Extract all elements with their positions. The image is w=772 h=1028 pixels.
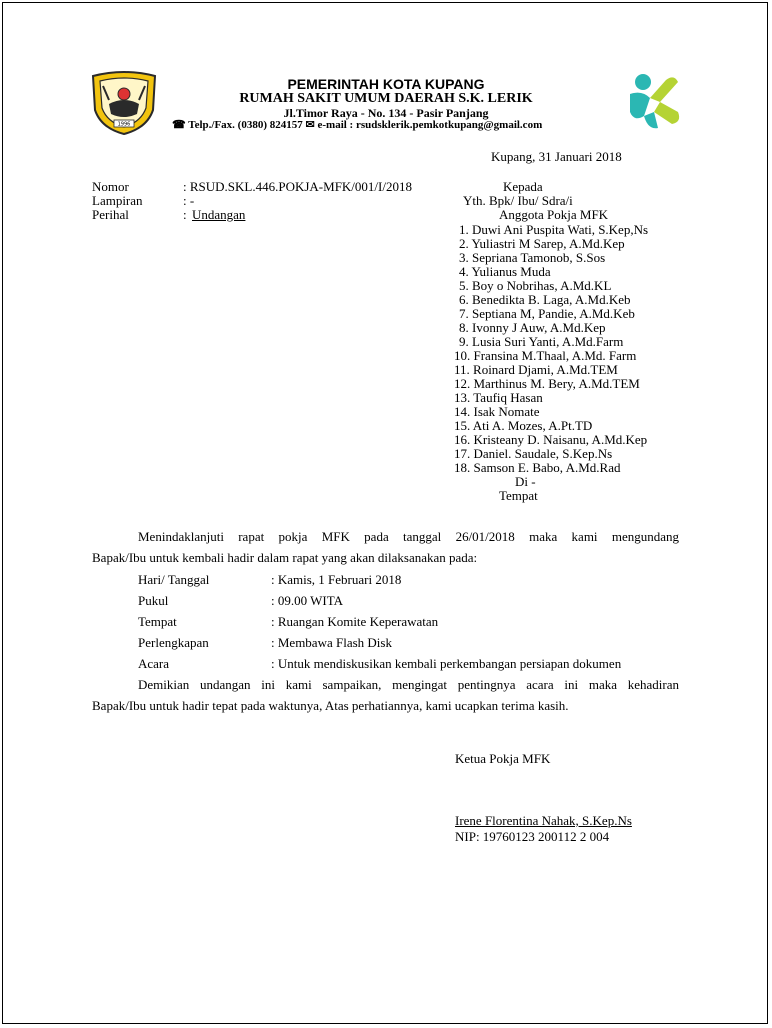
body-paragraph-1-line-2: Bapak/Ibu untuk kembali hadir dalam rapat yang akan dilaksanakan pada: xyxy=(92,550,478,565)
member-list-item: 14. Isak Nomate xyxy=(454,404,540,419)
member-list-item: 17. Daniel. Saudale, S.Kep.Ns xyxy=(454,446,613,461)
detail-label-equipment: Perlengkapan xyxy=(138,635,209,650)
member-list-item: 8. Ivonny J Auw, A.Md.Kep xyxy=(459,320,606,335)
member-list-item: 13. Taufiq Hasan xyxy=(454,390,543,405)
letter-date: Kupang, 31 Januari 2018 xyxy=(491,149,622,164)
detail-value-time: : 09.00 WITA xyxy=(271,593,344,608)
member-list-item: 6. Benedikta B. Laga, A.Md.Keb xyxy=(459,292,631,307)
letterhead-address: Jl.Timor Raya - No. 134 - Pasir Panjang xyxy=(283,106,489,120)
body-paragraph-2-line-1: Demikian undangan ini kami sampaikan, mengingat pentingnya acara ini maka kehadiran xyxy=(138,677,679,692)
member-list-item: 7. Septiana M, Pandie, A.Md.Keb xyxy=(459,306,635,321)
signature-name: Irene Florentina Nahak, S.Kep.Ns xyxy=(455,813,632,828)
member-list-item: 1. Duwi Ani Puspita Wati, S.Kep,Ns xyxy=(459,222,649,237)
detail-value-equipment: : Membawa Flash Disk xyxy=(271,635,392,650)
member-list-item: 11. Roinard Djami, A.Md.TEM xyxy=(454,362,618,377)
letterhead-email: e-mail : rsudsklerik.pemkotkupang@gmail.com xyxy=(317,119,543,131)
detail-label-date: Hari/ Tanggal xyxy=(138,572,210,587)
recipient-yth: Yth. Bpk/ Ibu/ Sdra/i xyxy=(463,193,573,208)
letterhead-contact xyxy=(172,118,542,131)
lampiran-label: Lampiran xyxy=(92,193,143,208)
member-list-item: 16. Kristeany D. Naisanu, A.Md.Kep xyxy=(454,432,648,447)
recipient-group: Anggota Pokja MFK xyxy=(499,207,609,222)
letterhead-government-name: PEMERINTAH KOTA KUPANG xyxy=(287,76,485,92)
detail-value-date: : Kamis, 1 Februari 2018 xyxy=(271,572,402,587)
letterhead-hospital-name: RUMAH SAKIT UMUM DAERAH S.K. LERIK xyxy=(239,91,533,106)
letter-page xyxy=(2,2,768,1024)
recipient-di: Di - xyxy=(515,474,536,489)
recipient-tempat: Tempat xyxy=(499,488,538,503)
member-list-item: 15. Ati A. Mozes, A.Pt.TD xyxy=(454,418,593,433)
nomor-value: : RSUD.SKL.446.POKJA-MFK/001/I/2018 xyxy=(183,179,412,194)
detail-label-time: Pukul xyxy=(138,593,169,608)
nomor-label: Nomor xyxy=(92,179,129,194)
detail-value-place: : Ruangan Komite Keperawatan xyxy=(271,614,439,629)
phone-icon: ☎ xyxy=(172,119,186,131)
member-list-item: 3. Sepriana Tamonob, S.Sos xyxy=(459,250,606,265)
member-list-item: 9. Lusia Suri Yanti, A.Md.Farm xyxy=(459,334,624,349)
detail-value-agenda: : Untuk mendiskusikan kembali perkembangan persiapan dokumen xyxy=(271,656,622,671)
member-list-item: 10. Fransina M.Thaal, A.Md. Farm xyxy=(454,348,637,363)
detail-label-place: Tempat xyxy=(138,614,177,629)
detail-label-agenda: Acara xyxy=(138,656,170,671)
perihal-value: Undangan xyxy=(192,207,246,222)
body-paragraph-1-line-1: Menindaklanjuti rapat pokja MFK pada tanggal 26/01/2018 maka kami mengundang xyxy=(138,529,679,544)
envelope-icon: ✉ xyxy=(305,119,315,131)
recipient-kepada: Kepada xyxy=(503,179,543,194)
signature-nip: NIP: 19760123 200112 2 004 xyxy=(455,829,610,844)
member-list-item: 5. Boy o Nobrihas, A.Md.KL xyxy=(459,278,612,293)
letterhead-phone: Telp./Fax. (0380) 824157 xyxy=(188,119,303,131)
lampiran-value: : - xyxy=(183,193,195,208)
member-list-item: 4. Yulianus Muda xyxy=(459,264,551,279)
member-list-item: 18. Samson E. Babo, A.Md.Rad xyxy=(454,460,621,475)
member-list-item: 12. Marthinus M. Bery, A.Md.TEM xyxy=(454,376,640,391)
perihal-label: Perihal xyxy=(92,207,129,222)
seal-year-text: 1996 xyxy=(117,121,131,128)
body-paragraph-2-line-2: Bapak/Ibu untuk hadir tepat pada waktunya, Atas perhatiannya, kami ucapkan terima kasih. xyxy=(92,698,569,713)
perihal-colon: : xyxy=(183,207,187,222)
member-list-item: 2. Yuliastri M Sarep, A.Md.Kep xyxy=(459,236,625,251)
signature-title: Ketua Pokja MFK xyxy=(455,751,551,766)
